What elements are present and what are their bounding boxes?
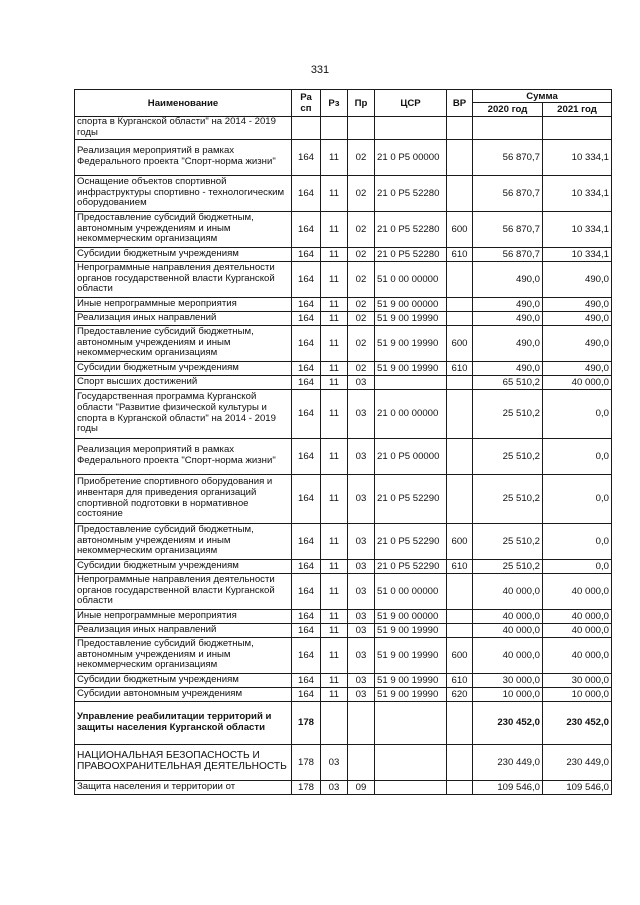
row-rz: 11: [321, 311, 348, 325]
row-pr: 09: [348, 780, 375, 794]
row-vr: [447, 375, 473, 389]
row-vr: [447, 389, 473, 438]
row-rasp: 164: [292, 261, 321, 297]
row-sum-2021: 0,0: [543, 559, 612, 573]
row-csr: 21 0 P5 52290: [375, 559, 447, 573]
row-csr: 51 9 00 00000: [375, 297, 447, 311]
row-sum-2021: 0,0: [543, 438, 612, 474]
row-sum-2021: 109 546,0: [543, 780, 612, 794]
row-vr: 610: [447, 247, 473, 261]
table-row: [75, 325, 612, 361]
row-pr: 03: [348, 438, 375, 474]
header-name: Наименование: [75, 90, 292, 117]
row-sum-2021: 10 334,1: [543, 139, 612, 175]
row-pr: 03: [348, 573, 375, 609]
row-csr: 21 0 P5 00000: [375, 438, 447, 474]
row-rasp: 164: [292, 474, 321, 523]
row-sum-2021: 0,0: [543, 523, 612, 559]
table-row: [75, 687, 612, 701]
row-sum-2020: 490,0: [473, 311, 543, 325]
row-rasp: [292, 117, 321, 140]
row-rz: 11: [321, 687, 348, 701]
row-vr: [447, 780, 473, 794]
row-sum-2021: 10 000,0: [543, 687, 612, 701]
table-row: [75, 623, 612, 637]
row-sum-2020: 25 510,2: [473, 523, 543, 559]
row-rasp: 164: [292, 523, 321, 559]
table-row: [75, 744, 612, 780]
row-rasp: 164: [292, 573, 321, 609]
row-rasp: 164: [292, 361, 321, 375]
row-name: Непрограммные направления деятельности органов государственной власти Курганской области: [75, 261, 292, 297]
row-rasp: 178: [292, 780, 321, 794]
row-name: Приобретение спортивного оборудования и инвентаря для приведения организаций спортивной подготовки в нормативное состояние: [75, 474, 292, 523]
row-rasp: 164: [292, 609, 321, 623]
row-sum-2021: 0,0: [543, 474, 612, 523]
row-rz: 11: [321, 573, 348, 609]
row-rasp: 164: [292, 673, 321, 687]
row-name: Предоставление субсидий бюджетным, автономным учреждениям и иным некоммерческим организациям: [75, 523, 292, 559]
row-vr: [447, 701, 473, 744]
table-row: [75, 637, 612, 673]
header-2020: 2020 год: [473, 103, 543, 117]
row-name: Субсидии автономным учреждениям: [75, 687, 292, 701]
row-csr: [375, 117, 447, 140]
row-csr: 51 0 00 00000: [375, 573, 447, 609]
row-sum-2020: 30 000,0: [473, 673, 543, 687]
row-name: Субсидии бюджетным учреждениям: [75, 247, 292, 261]
row-rz: [321, 117, 348, 140]
row-vr: 610: [447, 559, 473, 573]
row-rz: 11: [321, 389, 348, 438]
row-sum-2021: 30 000,0: [543, 673, 612, 687]
row-name: Предоставление субсидий бюджетным, автономным учреждениям и иным некоммерческим организациям: [75, 325, 292, 361]
row-sum-2020: [473, 117, 543, 140]
row-sum-2021: 10 334,1: [543, 175, 612, 211]
row-vr: [447, 261, 473, 297]
table-row: [75, 474, 612, 523]
row-csr: 21 0 P5 00000: [375, 139, 447, 175]
row-name: Непрограммные направления деятельности органов государственной власти Курганской области: [75, 573, 292, 609]
table-row: [75, 389, 612, 438]
row-name: Предоставление субсидий бюджетным, автономным учреждениям и иным некоммерческим организациям: [75, 637, 292, 673]
row-rasp: 178: [292, 744, 321, 780]
row-rz: 11: [321, 325, 348, 361]
row-sum-2021: 490,0: [543, 311, 612, 325]
table-header: [75, 90, 612, 117]
row-csr: 51 9 00 19990: [375, 325, 447, 361]
table-row: [75, 139, 612, 175]
row-vr: [447, 609, 473, 623]
row-vr: [447, 297, 473, 311]
table-row: [75, 780, 612, 794]
row-rz: 11: [321, 139, 348, 175]
row-name: Предоставление субсидий бюджетным, автономным учреждениям и иным некоммерческим организациям: [75, 211, 292, 247]
row-rasp: 164: [292, 637, 321, 673]
row-name: Спорт высших достижений: [75, 375, 292, 389]
row-vr: [447, 623, 473, 637]
row-sum-2021: 230 452,0: [543, 701, 612, 744]
row-sum-2021: 40 000,0: [543, 609, 612, 623]
row-name: Реализация иных направлений: [75, 623, 292, 637]
row-name: НАЦИОНАЛЬНАЯ БЕЗОПАСНОСТЬ И ПРАВООХРАНИТЕЛЬНАЯ ДЕЯТЕЛЬНОСТЬ: [75, 744, 292, 780]
row-sum-2020: 25 510,2: [473, 559, 543, 573]
row-rasp: 164: [292, 211, 321, 247]
row-sum-2020: 25 510,2: [473, 389, 543, 438]
row-sum-2020: 40 000,0: [473, 609, 543, 623]
row-csr: 21 0 P5 52280: [375, 211, 447, 247]
row-vr: 610: [447, 361, 473, 375]
row-rz: 11: [321, 637, 348, 673]
row-rasp: 164: [292, 175, 321, 211]
row-sum-2020: 490,0: [473, 261, 543, 297]
row-sum-2020: 40 000,0: [473, 623, 543, 637]
row-vr: [447, 573, 473, 609]
row-sum-2020: 56 870,7: [473, 175, 543, 211]
row-csr: 51 9 00 19990: [375, 361, 447, 375]
row-name: Защита населения и территории от: [75, 780, 292, 794]
row-pr: 02: [348, 297, 375, 311]
row-pr: 02: [348, 139, 375, 175]
row-rz: 11: [321, 609, 348, 623]
row-rz: 11: [321, 623, 348, 637]
row-rz: 03: [321, 744, 348, 780]
row-sum-2021: 490,0: [543, 297, 612, 311]
row-csr: 21 0 P5 52290: [375, 523, 447, 559]
table-row: [75, 701, 612, 744]
table-row: [75, 175, 612, 211]
row-sum-2020: 25 510,2: [473, 438, 543, 474]
header-vr: ВР: [447, 90, 473, 117]
row-pr: 03: [348, 673, 375, 687]
row-sum-2021: 0,0: [543, 389, 612, 438]
table-body: [75, 117, 612, 795]
row-sum-2020: 490,0: [473, 361, 543, 375]
row-sum-2021: 10 334,1: [543, 211, 612, 247]
row-name: Управление реабилитации территорий и защиты населения Курганской области: [75, 701, 292, 744]
row-rz: 11: [321, 175, 348, 211]
row-csr: 21 0 P5 52280: [375, 247, 447, 261]
row-pr: [348, 701, 375, 744]
row-vr: 610: [447, 673, 473, 687]
row-csr: [375, 701, 447, 744]
row-pr: 02: [348, 325, 375, 361]
row-sum-2020: 230 449,0: [473, 744, 543, 780]
row-rasp: 164: [292, 297, 321, 311]
row-csr: [375, 744, 447, 780]
table-row: [75, 559, 612, 573]
page-number: 331: [310, 64, 330, 76]
row-sum-2020: 65 510,2: [473, 375, 543, 389]
row-name: Субсидии бюджетным учреждениям: [75, 361, 292, 375]
table-row: [75, 573, 612, 609]
row-pr: 02: [348, 211, 375, 247]
row-vr: [447, 438, 473, 474]
row-rz: 11: [321, 361, 348, 375]
row-rasp: 164: [292, 438, 321, 474]
row-rz: 11: [321, 375, 348, 389]
header-sum: Сумма: [473, 90, 612, 103]
row-sum-2021: 40 000,0: [543, 637, 612, 673]
row-pr: 02: [348, 175, 375, 211]
row-csr: 51 9 00 19990: [375, 637, 447, 673]
row-sum-2020: 56 870,7: [473, 247, 543, 261]
table-row: [75, 523, 612, 559]
row-pr: 03: [348, 637, 375, 673]
table-row: [75, 117, 612, 140]
row-vr: 600: [447, 211, 473, 247]
row-csr: 51 9 00 19990: [375, 673, 447, 687]
row-pr: 03: [348, 609, 375, 623]
row-sum-2021: 40 000,0: [543, 573, 612, 609]
row-rasp: 164: [292, 389, 321, 438]
row-name: Иные непрограммные мероприятия: [75, 297, 292, 311]
row-pr: 03: [348, 559, 375, 573]
row-pr: 03: [348, 474, 375, 523]
row-pr: [348, 744, 375, 780]
row-vr: 600: [447, 325, 473, 361]
table-row: [75, 311, 612, 325]
row-csr: 51 9 00 19990: [375, 623, 447, 637]
row-pr: 02: [348, 247, 375, 261]
table-row: [75, 375, 612, 389]
header-rz: Рз: [321, 90, 348, 117]
row-pr: 03: [348, 523, 375, 559]
row-sum-2020: 490,0: [473, 297, 543, 311]
table-row: [75, 361, 612, 375]
row-rasp: 178: [292, 701, 321, 744]
row-pr: 03: [348, 623, 375, 637]
row-rasp: 164: [292, 559, 321, 573]
row-vr: [447, 117, 473, 140]
row-vr: [447, 744, 473, 780]
row-vr: [447, 139, 473, 175]
row-name: Государственная программа Курганской области "Развитие физической культуры и спорта в Курганской области" на 2014 - 2019 годы: [75, 389, 292, 438]
row-rz: 11: [321, 438, 348, 474]
row-sum-2020: 490,0: [473, 325, 543, 361]
row-sum-2020: 10 000,0: [473, 687, 543, 701]
row-name: Реализация иных направлений: [75, 311, 292, 325]
row-rz: 11: [321, 673, 348, 687]
row-vr: 600: [447, 523, 473, 559]
row-rasp: 164: [292, 623, 321, 637]
table-row: [75, 438, 612, 474]
row-csr: [375, 780, 447, 794]
table-row: [75, 247, 612, 261]
table-row: [75, 609, 612, 623]
row-vr: 600: [447, 637, 473, 673]
row-vr: [447, 474, 473, 523]
table-row: [75, 261, 612, 297]
row-name: Субсидии бюджетным учреждениям: [75, 673, 292, 687]
header-pr: Пр: [348, 90, 375, 117]
row-csr: [375, 375, 447, 389]
row-rasp: 164: [292, 325, 321, 361]
row-pr: 03: [348, 389, 375, 438]
row-pr: 02: [348, 261, 375, 297]
row-pr: 02: [348, 361, 375, 375]
header-2021: 2021 год: [543, 103, 612, 117]
row-rasp: 164: [292, 687, 321, 701]
row-sum-2020: 25 510,2: [473, 474, 543, 523]
row-rz: 11: [321, 474, 348, 523]
row-rasp: 164: [292, 375, 321, 389]
row-csr: 51 9 00 19990: [375, 687, 447, 701]
row-sum-2020: 56 870,7: [473, 139, 543, 175]
row-pr: 03: [348, 687, 375, 701]
row-vr: [447, 311, 473, 325]
row-rz: 03: [321, 780, 348, 794]
row-vr: [447, 175, 473, 211]
row-sum-2021: 490,0: [543, 325, 612, 361]
row-sum-2020: 56 870,7: [473, 211, 543, 247]
row-name: Иные непрограммные мероприятия: [75, 609, 292, 623]
row-sum-2021: 230 449,0: [543, 744, 612, 780]
row-sum-2020: 230 452,0: [473, 701, 543, 744]
row-csr: 51 9 00 00000: [375, 609, 447, 623]
row-sum-2020: 40 000,0: [473, 637, 543, 673]
row-sum-2021: 40 000,0: [543, 623, 612, 637]
budget-table: [74, 89, 612, 795]
row-csr: 21 0 00 00000: [375, 389, 447, 438]
row-sum-2021: 10 334,1: [543, 247, 612, 261]
row-pr: [348, 117, 375, 140]
row-pr: 03: [348, 375, 375, 389]
table-row: [75, 211, 612, 247]
table-row: [75, 673, 612, 687]
row-csr: 21 0 P5 52290: [375, 474, 447, 523]
row-csr: 21 0 P5 52280: [375, 175, 447, 211]
row-pr: 02: [348, 311, 375, 325]
row-name: спорта в Курганской области" на 2014 - 2019 годы: [75, 117, 292, 140]
row-sum-2021: 40 000,0: [543, 375, 612, 389]
row-name: Субсидии бюджетным учреждениям: [75, 559, 292, 573]
row-rasp: 164: [292, 139, 321, 175]
row-rz: [321, 701, 348, 744]
row-rz: 11: [321, 261, 348, 297]
table-row: [75, 297, 612, 311]
row-csr: 51 9 00 19990: [375, 311, 447, 325]
row-name: Оснащение объектов спортивной инфраструктуры спортивно - технологическим оборудованием: [75, 175, 292, 211]
row-sum-2021: [543, 117, 612, 140]
row-vr: 620: [447, 687, 473, 701]
row-name: Реализация мероприятий в рамках Федерального проекта "Спорт-норма жизни": [75, 139, 292, 175]
row-sum-2020: 40 000,0: [473, 573, 543, 609]
header-rasp: Ра сп: [292, 90, 321, 117]
row-rz: 11: [321, 247, 348, 261]
row-sum-2021: 490,0: [543, 261, 612, 297]
header-csr: ЦСР: [375, 90, 447, 117]
row-csr: 51 0 00 00000: [375, 261, 447, 297]
row-rz: 11: [321, 297, 348, 311]
row-rz: 11: [321, 211, 348, 247]
row-rz: 11: [321, 559, 348, 573]
row-sum-2021: 490,0: [543, 361, 612, 375]
row-rasp: 164: [292, 311, 321, 325]
row-sum-2020: 109 546,0: [473, 780, 543, 794]
row-name: Реализация мероприятий в рамках Федерального проекта "Спорт-норма жизни": [75, 438, 292, 474]
row-rasp: 164: [292, 247, 321, 261]
row-rz: 11: [321, 523, 348, 559]
